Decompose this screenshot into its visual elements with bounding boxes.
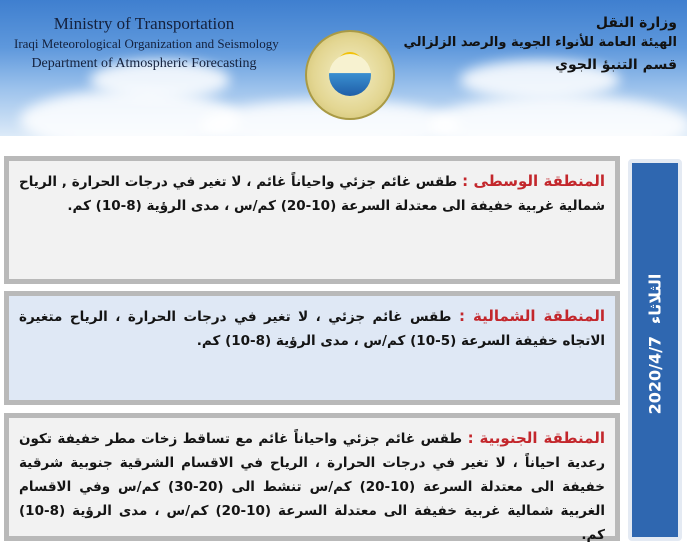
ministry-name-arabic: وزارة النقل — [595, 15, 677, 31]
region-north-paragraph — [19, 304, 605, 353]
region-central-text: طقس غائم جزئي واحياناً غائم ، لا تغير في درجات الحرارة , الرياح شمالية غربية خفيفة الى معتدلة السرعة (10-20) كم/س ، مدى الرؤية (8-10) كم. — [19, 174, 605, 214]
region-north-title: المنطقة الشمالية : — [458, 307, 606, 325]
organization-name-arabic: الهيئة العامة للأنواء الجوية والرصد الزلزالي — [403, 35, 677, 50]
waves-icon — [329, 54, 371, 96]
forecast-day: الثلاثاء — [645, 273, 665, 324]
header-banner — [0, 0, 687, 136]
region-central-title: المنطقة الوسطى : — [462, 172, 605, 190]
region-central-paragraph — [19, 169, 605, 218]
region-south — [4, 413, 620, 541]
region-south-text: طقس غائم جزئي واحياناً غائم مع تساقط زخات مطر خفيفة تكون رعدية احياناً ، لا تغير في درجات الحرارة ، الرياح في الاقسام الشرقية جنوبية شرقية خفيفة الى معتدلة السرعة (10-20) كم/س تنشط الى (20-30) كم/س وفي الاقسام الغربية شمالية غربية خفيفة الى معتدلة السرعة (10-20) كم/س ، مدى الرؤية (8-10) كم. — [19, 431, 605, 543]
arabic-title-block — [403, 14, 677, 76]
region-central — [4, 156, 620, 284]
region-south-paragraph — [19, 426, 605, 547]
ministry-name-english: Ministry of Transportation — [53, 14, 235, 33]
region-south-title: المنطقة الجنوبية : — [467, 429, 605, 447]
forecast-date: 2020/4/7 — [645, 335, 665, 415]
department-name-arabic: قسم التنبؤ الجوي — [555, 57, 677, 73]
region-north-text: طقس غائم جزئي ، لا تغير في درجات الحرارة ، الرياح متغيرة الاتجاه خفيفة السرعة (5-10) كم/س ، مدى الرؤية (8-10) كم. — [19, 309, 605, 349]
department-name-english: Department of Atmospheric Forecasting — [31, 56, 257, 71]
english-title-block — [14, 14, 279, 74]
organization-name-english: Iraqi Meteorological Organization and Seismology — [14, 36, 279, 51]
forecast-date-label — [646, 274, 665, 427]
region-north — [4, 291, 620, 405]
organization-logo — [305, 30, 395, 120]
forecast-date-panel — [628, 159, 682, 541]
